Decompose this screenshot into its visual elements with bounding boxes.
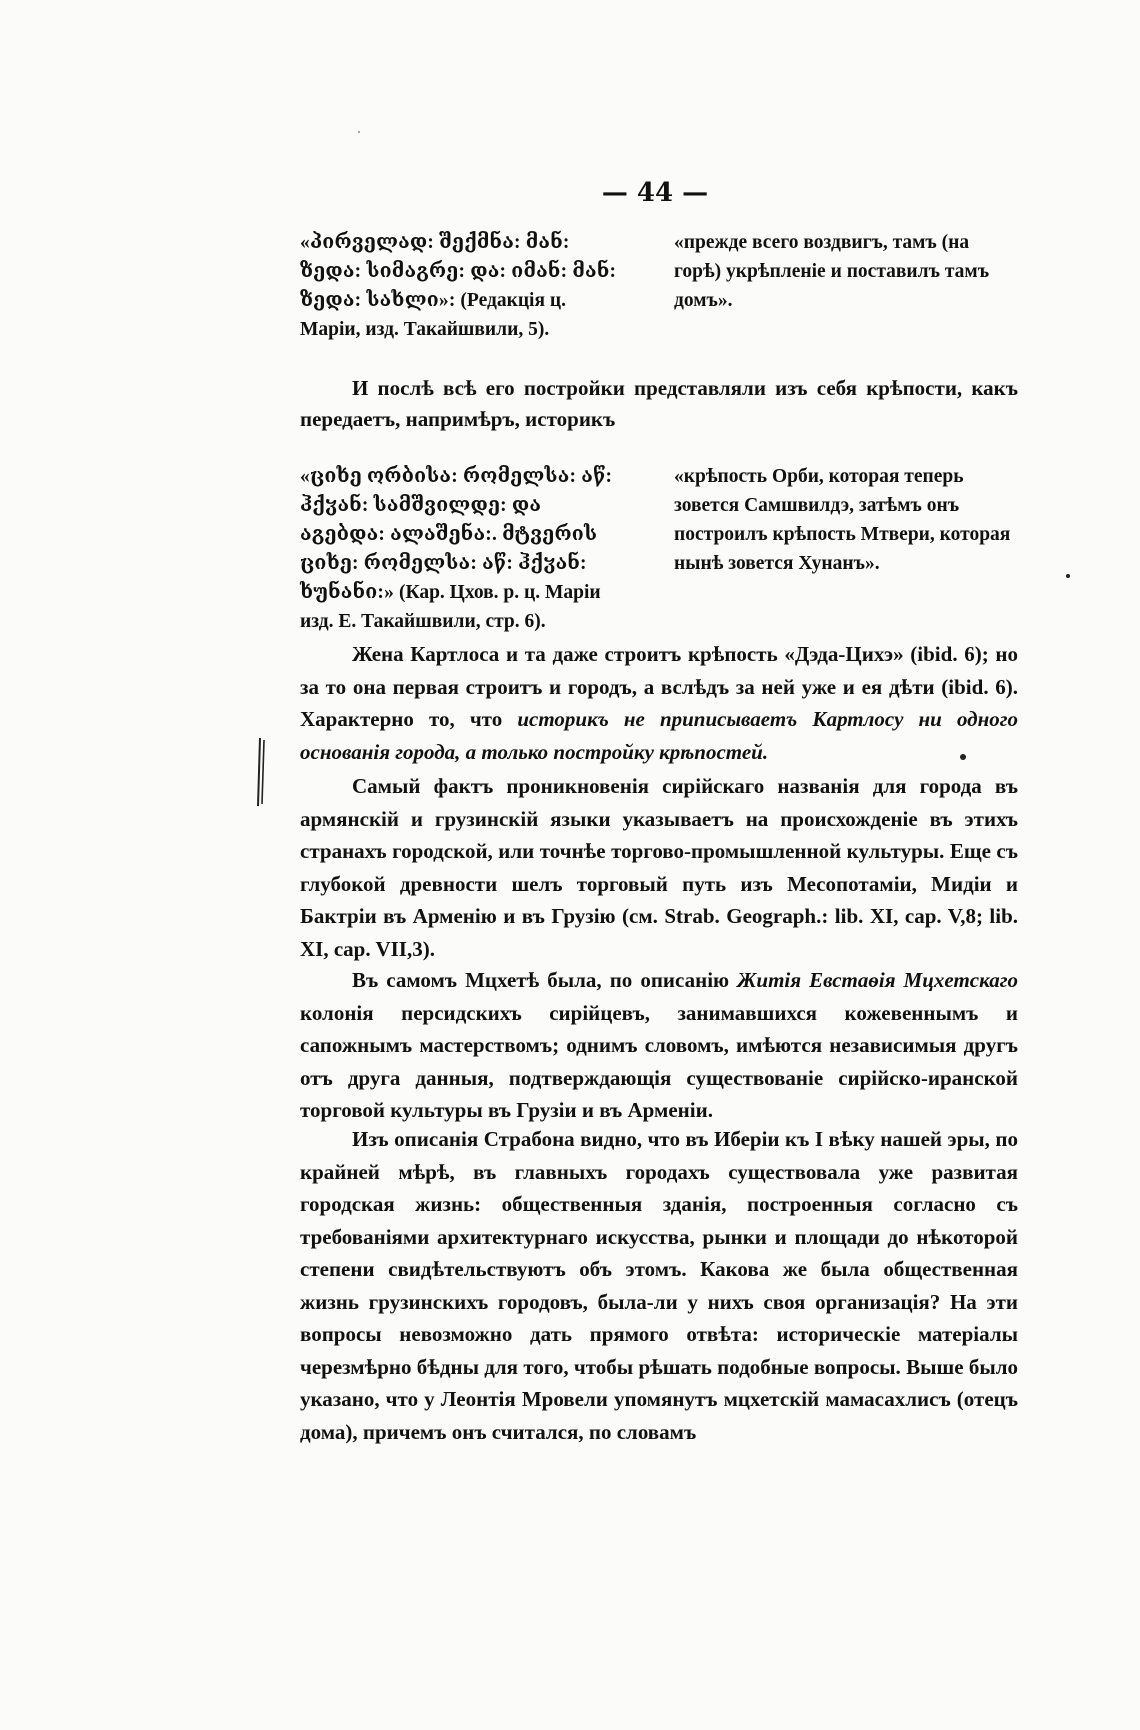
ink-dot [358, 131, 360, 133]
paragraph-syrian-name: Самый фактъ проникновенія сирійскаго названія для города въ армянскій и грузинскій языки указываетъ на происхожденіе въ этихъ странахъ городской, или точнѣе торгово-промышленной культуры. Еще съ глубокой древности шелъ торговый путь изъ Месопотаміи, Мидіи и Бактріи въ Арменію и въ Грузію (см. Strab. Geograph.: lib. XI, cap. V,8; lib. XI, cap. VII,3). [300, 774, 1018, 961]
quote-block-2 [300, 462, 1018, 636]
paragraph-kartlos-wife [300, 638, 1018, 768]
paragraph-mtskheta-colony [300, 964, 1018, 1127]
quote-2-source: (Кар. Цхов. р. ц. Маріи изд. Е. Такайшвили, стр. 6). [300, 582, 601, 632]
margin-pencil-mark [253, 736, 267, 808]
paragraph-3-italic: Житія Евстаѳія Мцхетскаго [737, 968, 1018, 992]
ink-dot [1066, 574, 1070, 578]
quote-2-translation: «крѣпость Орби, которая теперь зовется Самшвилдэ, затѣмъ онъ построилъ крѣпость Мтвери, которая нынѣ зовется Хунанъ». [674, 466, 1011, 574]
georgian-quote-2: «ციხე ორბისა: რომელსა: აწ: ჰქჳან: სამშვილდე: და აგებდა: ალაშენა:. მტვერის ციხე: რომელსა: აწ: ჰქჳან: ხუნანი:» [300, 466, 613, 603]
ink-dot [960, 754, 966, 760]
page-number: — 44 — [601, 178, 709, 208]
intro-paragraph: И послѣ всѣ его постройки представляли изъ себя крѣпости, какъ передаетъ, напримѣръ, историкъ [300, 376, 1018, 431]
quote-1-source: (Редакція ц. Маріи, изд. Такайшвили, 5). [300, 290, 567, 340]
paragraph-strabo: Изъ описанія Страбона видно, что въ Иберіи къ I вѣку нашей эры, по крайней мѣрѣ, въ главныхъ городахъ существовала уже развитая городская жизнь: общественныя зданія, построенныя согласно съ требованіями архитектурнаго искусства, рынки и площади до нѣкоторой степени свидѣтельствуютъ объ этомъ. Какова же была общественная жизнь грузинскихъ городовъ, была-ли у нихъ своя организація? На эти вопросы невозможно дать прямого отвѣта: историческіе матеріалы черезмѣрно бѣдны для того, чтобы рѣшать подобные вопросы. Выше было указано, что у Леонтія Мровели упомянутъ мцхетскій мамасахлисъ (отецъ дома), причемъ онъ считался, по словамъ [300, 1127, 1018, 1444]
paragraph-1-text: Жена Картлоса и та даже строитъ крѣпость «Дэда-Цихэ» (ibid. 6); но за то она первая строитъ и городъ, а вслѣдъ за ней уже и ея дѣти (ibid. 6). Характерно то, что [300, 642, 1018, 731]
paragraph-1-italic: историкъ не приписываетъ Картлосу ни одного основанія города, а только постройку крѣпостей. [300, 707, 1018, 764]
quote-1-translation: «прежде всего воздвигъ, тамъ (на горѣ) укрѣпленіе и поставилъ тамъ домъ». [674, 232, 990, 311]
georgian-quote-1: «პირველად: შექმნა: მან: ზედა: სიმაგრე: და: იმან: მან: ზედა: სახლი»: [300, 232, 617, 311]
quote-1-original [300, 228, 628, 344]
paragraph-3-text-a: Въ самомъ Мцхетѣ была, по описанію [352, 968, 738, 992]
quote-2-original [300, 462, 628, 636]
paragraph-3-text-b: колонія персидскихъ сирійцевъ, занимавшихся кожевеннымъ и сапожнымъ мастерствомъ; однимъ словомъ, имѣются независимыя другъ отъ друга данныя, подтверждающія существованіе сирійско-иранской торговой культуры въ Грузіи и въ Арменіи. [300, 1000, 1018, 1122]
quote-block-1 [300, 228, 1018, 344]
